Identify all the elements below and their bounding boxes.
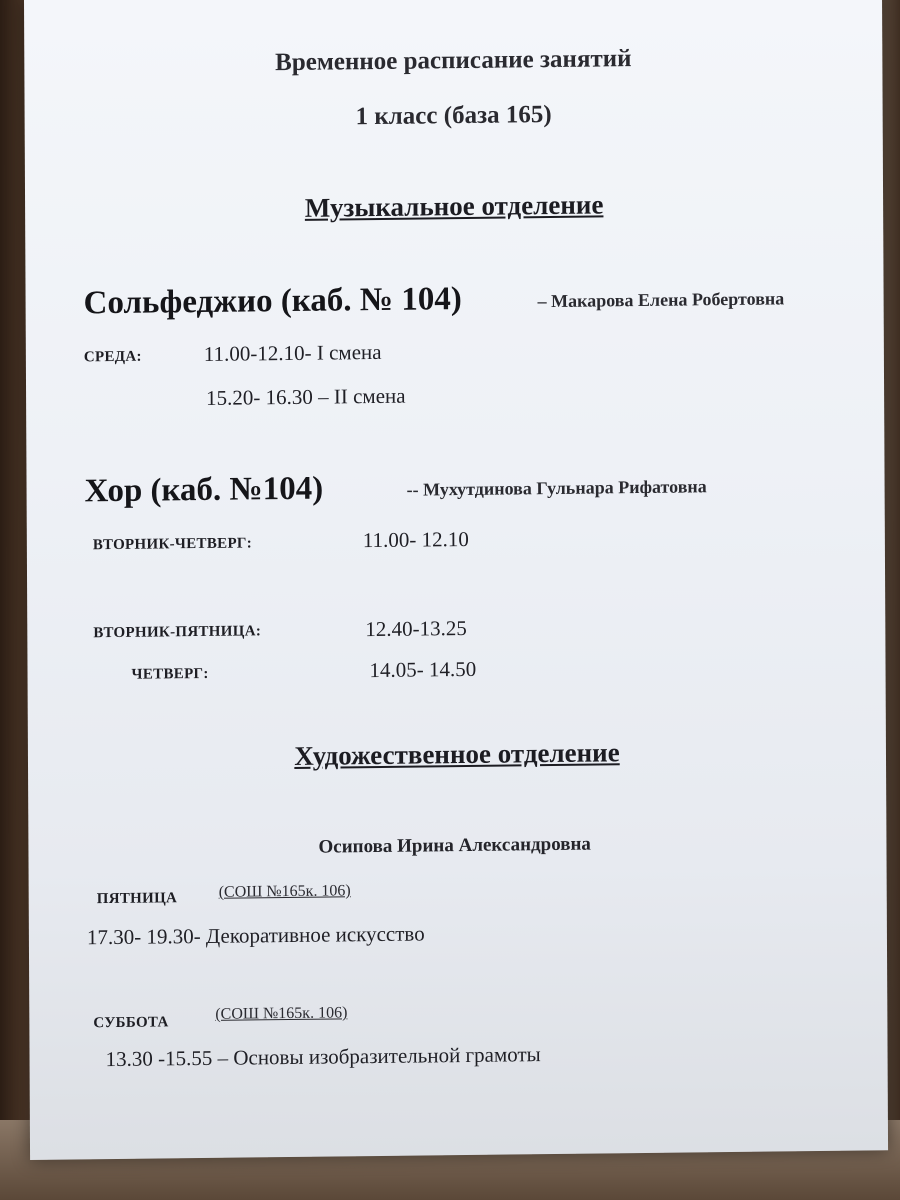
choir-time-1: 11.00- 12.10 — [362, 526, 469, 553]
document-subtitle: 1 класс (база 165) — [355, 101, 552, 131]
choir-subject: Хор (каб. №104) — [84, 470, 324, 510]
solfeggio-day: СРЕДА: — [83, 348, 142, 366]
solfeggio-teacher: – Макарова Елена Робертовна — [537, 288, 785, 312]
solfeggio-slot-2: 15.20- 16.30 – II смена — [206, 383, 406, 410]
saturday-day: СУББОТА — [93, 1014, 169, 1032]
choir-teacher: -- Мухутдинова Гульнара Рифатовна — [406, 476, 707, 500]
document-title: Временное расписание занятий — [275, 45, 632, 77]
friday-lesson: 17.30- 19.30- Декоративное искусство — [86, 921, 425, 950]
art-section-heading: Художественное отделение — [294, 737, 620, 771]
choir-day-2: ВТОРНИК-ПЯТНИЦА: — [93, 623, 262, 642]
saturday-room: (СОШ №165к. 106) — [215, 1004, 348, 1023]
choir-time-3: 14.05- 14.50 — [369, 656, 477, 683]
friday-room: (СОШ №165к. 106) — [218, 882, 351, 901]
solfeggio-slot-1: 11.00-12.10- I смена — [203, 339, 382, 366]
choir-day-3: ЧЕТВЕРГ: — [131, 665, 209, 683]
art-teacher: Осипова Ирина Александровна — [318, 833, 591, 858]
choir-day-1: ВТОРНИК-ЧЕТВЕРГ: — [92, 535, 253, 554]
music-section-heading: Музыкальное отделение — [304, 189, 604, 223]
friday-day: ПЯТНИЦА — [96, 890, 178, 908]
choir-time-2: 12.40-13.25 — [365, 615, 467, 642]
solfeggio-subject: Сольфеджио (каб. № 104) — [83, 281, 462, 322]
saturday-lesson: 13.30 -15.55 – Основы изобразительной грамоты — [105, 1042, 541, 1072]
paper-sheet — [24, 0, 888, 1160]
